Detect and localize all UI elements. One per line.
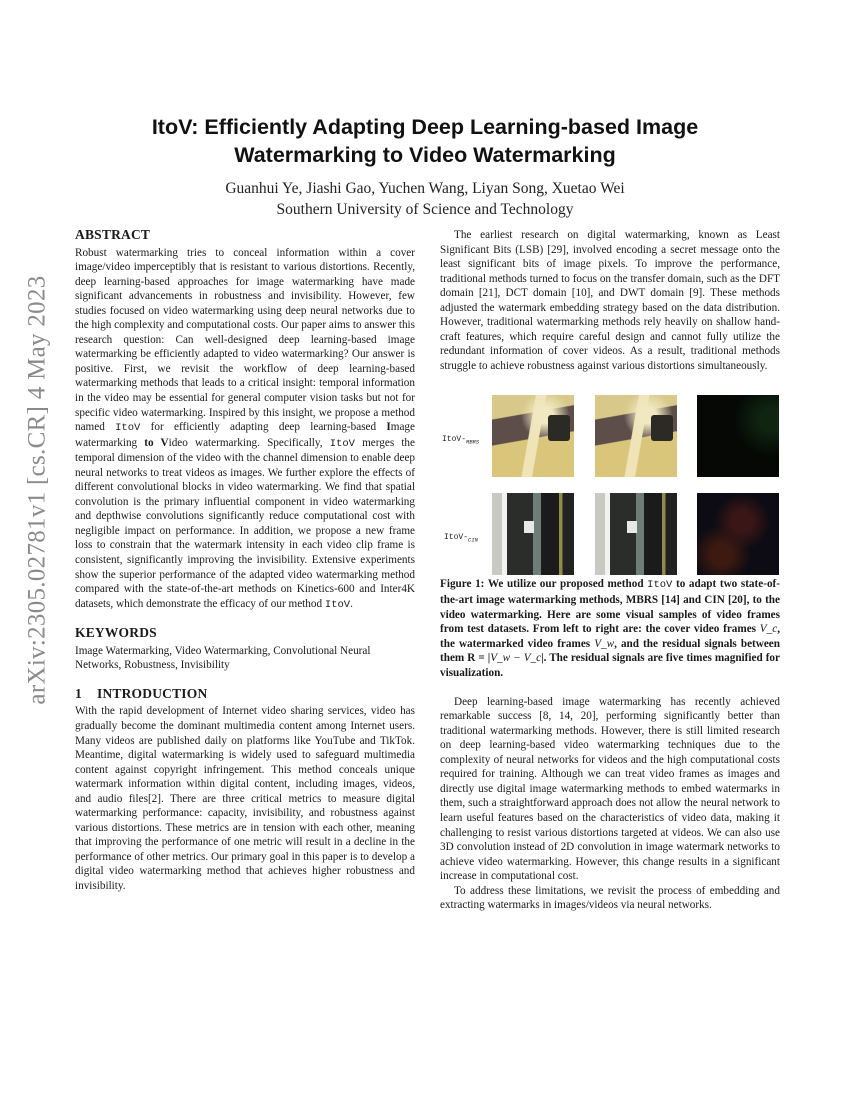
abstract-part: . bbox=[350, 597, 353, 610]
arxiv-stamp-text: arXiv:2305.02781v1 [cs.CR] 4 May 2023 bbox=[24, 275, 51, 705]
right-column bbox=[440, 228, 780, 913]
intro-paragraph-4: To address these limitations, we revisit the process of embedding and extracting watermarks in images/videos via neural networks. bbox=[440, 884, 780, 912]
abstract-part: Robust watermarking tries to conceal information within a cover image/video imperceptibly that is resistant to various distortions. Recently, deep learning-based approaches for image watermarking have made significant advancements in robustness and invisibility. However, few studies focused on video watermarking using deep neural networks due to the high complexity and computational costs. Our paper aims to answer this research question: Can well-designed deep learning-based image watermarking be efficiently adapted to video watermarking? Our answer is positive. First, we revisit the workflow of deep learning-based watermarking methods that leads to a critical insight: temporal information in the video may be essential for general computer vision tasks but not for specific video watermarking. Inspired by this insight, we propose a method named bbox=[75, 246, 415, 434]
method-name: ItoV bbox=[329, 437, 355, 450]
keywords-text: Image Watermarking, Video Watermarking, Convolutional Neural Networks, Robustness, Invisibility bbox=[75, 644, 371, 672]
method-name: ItoV bbox=[324, 598, 351, 611]
residual-frame-cin-image bbox=[697, 493, 779, 575]
figure-row-label-mbrs: ItoV-$_{MBRS}$ bbox=[442, 435, 480, 447]
abstract-emphasis: to V bbox=[144, 436, 169, 449]
left-column bbox=[75, 228, 415, 894]
intro-paragraph-3: Deep learning-based image watermarking has recently achieved remarkable success [8, 14, 20], performing significantly better than traditional watermarking methods. However, there is still limited research on deep learning-based video watermarking techniques due to the complexity of neural networks for videos and the high computational costs required for training. Although we can treat video frames as images and directly use digital image watermarking methods to embed watermarks in them, such a straightforward approach does not allow the neural network to learn useful features based on the characteristics of video data, making it challenging to resist various distortions targeted at videos. We can also use 3D convolution instead of 2D convolution in image watermark networks to achieve video watermarking. However, this change results in a significant increase in computational cost. bbox=[440, 695, 780, 883]
section-title: INTRODUCTION bbox=[97, 685, 208, 701]
intro-paragraph-2: The earliest research on digital watermarking, known as Least Significant Bits (LSB) [29], involved encoding a secret message onto the least significant bits of image pixels. To improve the performance, traditional methods turned to focus on the transfer domain, such as the DFT domain [21], DCT domain [10], and DWT domain [9]. These methods adjusted the watermark embedding strategy based on the data distribution. However, traditional watermarking methods rely heavily on shallow hand-craft features, which require careful design and cannot fully utilize the redundant information of cover videos. As a result, traditional methods struggle to achieve robustness against various distortions simultaneously. bbox=[440, 229, 780, 372]
cover-frame-cin-image bbox=[492, 493, 574, 575]
method-name: ItoV bbox=[115, 422, 141, 435]
abstract-text bbox=[75, 246, 415, 613]
figure-1 bbox=[440, 387, 780, 565]
abstract-part: mage watermarking bbox=[75, 421, 415, 449]
introduction-heading bbox=[75, 687, 415, 702]
abstract-part: for efficiently adapting deep learning-based bbox=[140, 421, 387, 434]
residual-frame-mbrs-image bbox=[697, 395, 779, 477]
keywords-heading: KEYWORDS bbox=[75, 625, 157, 641]
watermarked-frame-mbrs-image bbox=[595, 395, 677, 477]
cover-frame-mbrs-image bbox=[492, 395, 574, 477]
section-number: 1 bbox=[75, 685, 82, 701]
abstract-emphasis: I bbox=[386, 421, 391, 434]
arxiv-identifier-stamp bbox=[18, 275, 58, 705]
title-line-2: Watermarking to Video Watermarking bbox=[234, 143, 616, 167]
watermarked-frame-cin-image bbox=[595, 493, 677, 575]
author-block bbox=[100, 178, 750, 220]
title-line-1: ItoV: Efficiently Adapting Deep Learning-based Image bbox=[151, 115, 699, 139]
author-list: Guanhui Ye, Jiashi Gao, Yuchen Wang, Liyan Song, Xuetao Wei bbox=[225, 180, 625, 197]
affiliation: Southern University of Science and Technology bbox=[276, 201, 574, 218]
abstract-part: merges the temporal dimension of the video with the channel dimension to enable deep neural networks to treat videos as images. We further explore the effects of different convolutional blocks in video watermarking. We find that spatial convolution is the primary influential component in video watermarking and depthwise convolutions significantly reduce computational cost with negligible impact on performance. In addition, we propose a new frame loss to constrain that the watermark intensity in each video clip frame is consistent, significantly improving the invisibility. Extensive experiments show the superior performance of the adapted video watermarking method compared with the state-of-the-art methods on Kinetics-600 and Inter4K datasets, which demonstrate the efficacy of our method bbox=[75, 436, 415, 610]
figure-row-label-cin: ItoV-$_{CIN}$ bbox=[444, 533, 478, 545]
abstract-part: ideo watermarking. Specifically, bbox=[168, 436, 330, 449]
paper-title bbox=[100, 113, 750, 169]
intro-paragraph-1: With the rapid development of Internet video sharing services, video has gradually become the dominant multimedia content among Internet users. Many videos are published daily on platforms like YouTube and TikTok. Meantime, digital watermarking is widely used to safeguard multimedia content against copyright infringement. This method conceals unique watermark information within digital content, including images, videos, and audio files[2]. There are three critical metrics to measure digital watermarking performance: capacity, invisibility, and robustness against various distortions. These metrics are in tension with each other, meaning that improving the performance of one metric will result in a decline in the performance of other metrics. Our primary goal in this paper is to develop a digital video watermarking method that achieves higher robustness and invisibility. bbox=[75, 705, 415, 892]
figure-1-caption: Figure 1: We utilize our proposed method ItoV to adapt two state-of-the-art image watermarking methods, MBRS [14] and CIN [20], to the video watermarking. Here are some visual samples of video frames from test datasets. From left to right are: the cover video frames V_c, the watermarked video frames V_w, and the residual signals between them R = |V_w − V_c|. The residual signals are five times magnified for visualization. bbox=[440, 578, 780, 680]
abstract-heading: ABSTRACT bbox=[75, 227, 151, 242]
